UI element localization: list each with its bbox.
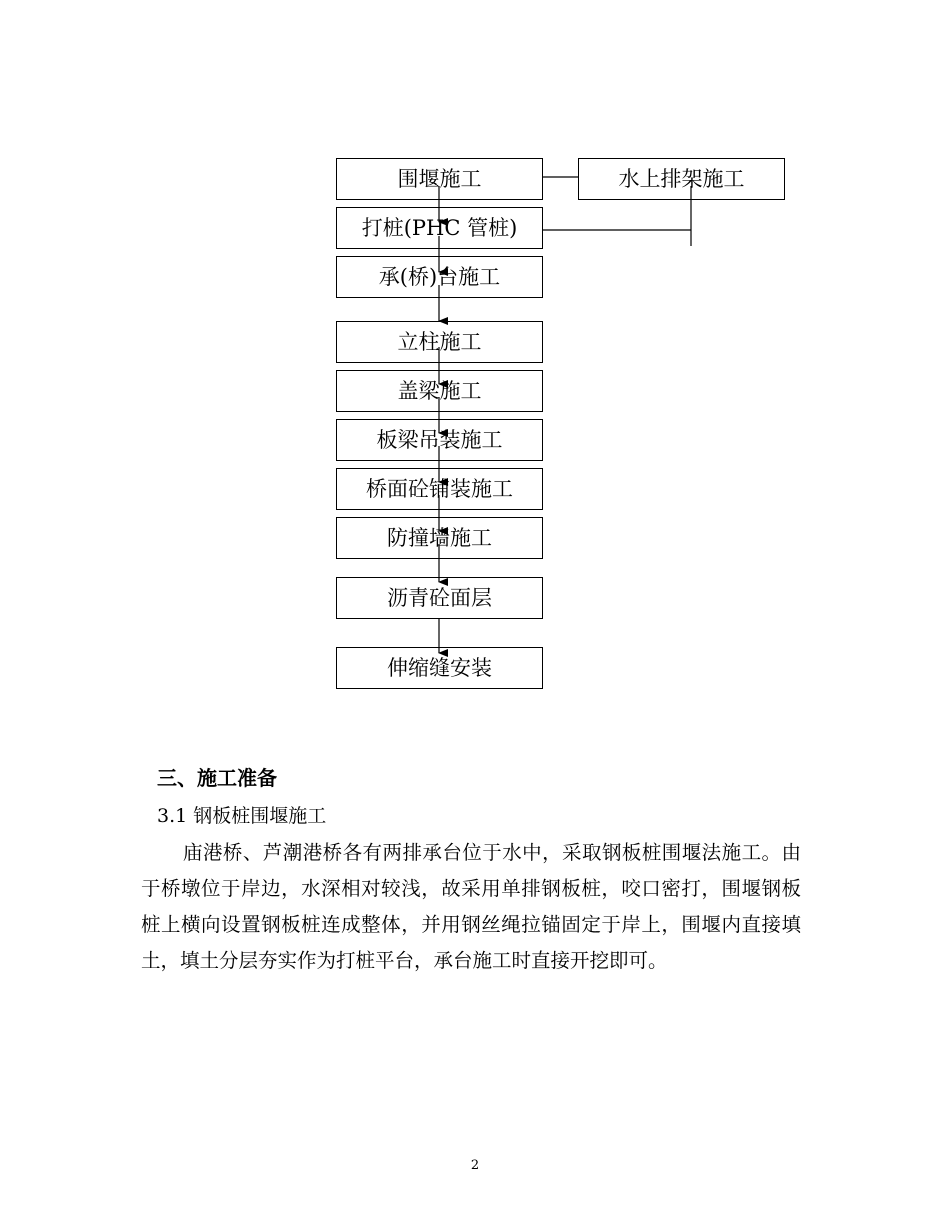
flow-step-pile-cap: 承(桥)台施工 bbox=[336, 256, 543, 298]
page-number: 2 bbox=[470, 1158, 480, 1173]
flow-step-deck-paving: 桥面砼铺装施工 bbox=[336, 468, 543, 510]
flow-step-water-trestle: 水上排架施工 bbox=[578, 158, 785, 200]
flow-step-crash-barrier: 防撞墙施工 bbox=[336, 517, 543, 559]
flow-step-expansion-joint: 伸缩缝安装 bbox=[336, 647, 543, 689]
flow-step-column: 立柱施工 bbox=[336, 321, 543, 363]
flow-step-asphalt-surface: 沥青砼面层 bbox=[336, 577, 543, 619]
section-subheading: 3.1 钢板桩围堰施工 bbox=[157, 805, 327, 827]
section-paragraph: 庙港桥、芦潮港桥各有两排承台位于水中，采取钢板桩围堰法施工。由于桥墩位于岸边，水深相对较浅，故采用单排钢板桩，咬口密打，围堰钢板桩上横向设置钢板桩连成整体，并用钢丝绳拉锚固定于岸上，围堰内直接填土，填土分层夯实作为打桩平台，承台施工时直接开挖即可。 bbox=[141, 841, 801, 972]
flow-step-slab-beam-hoisting: 板梁吊装施工 bbox=[336, 419, 543, 461]
section-heading: 三、施工准备 bbox=[157, 766, 277, 790]
flow-step-cap-beam: 盖梁施工 bbox=[336, 370, 543, 412]
flow-step-cofferdam: 围堰施工 bbox=[336, 158, 543, 200]
flow-step-piling: 打桩(PHC 管桩) bbox=[336, 207, 543, 249]
